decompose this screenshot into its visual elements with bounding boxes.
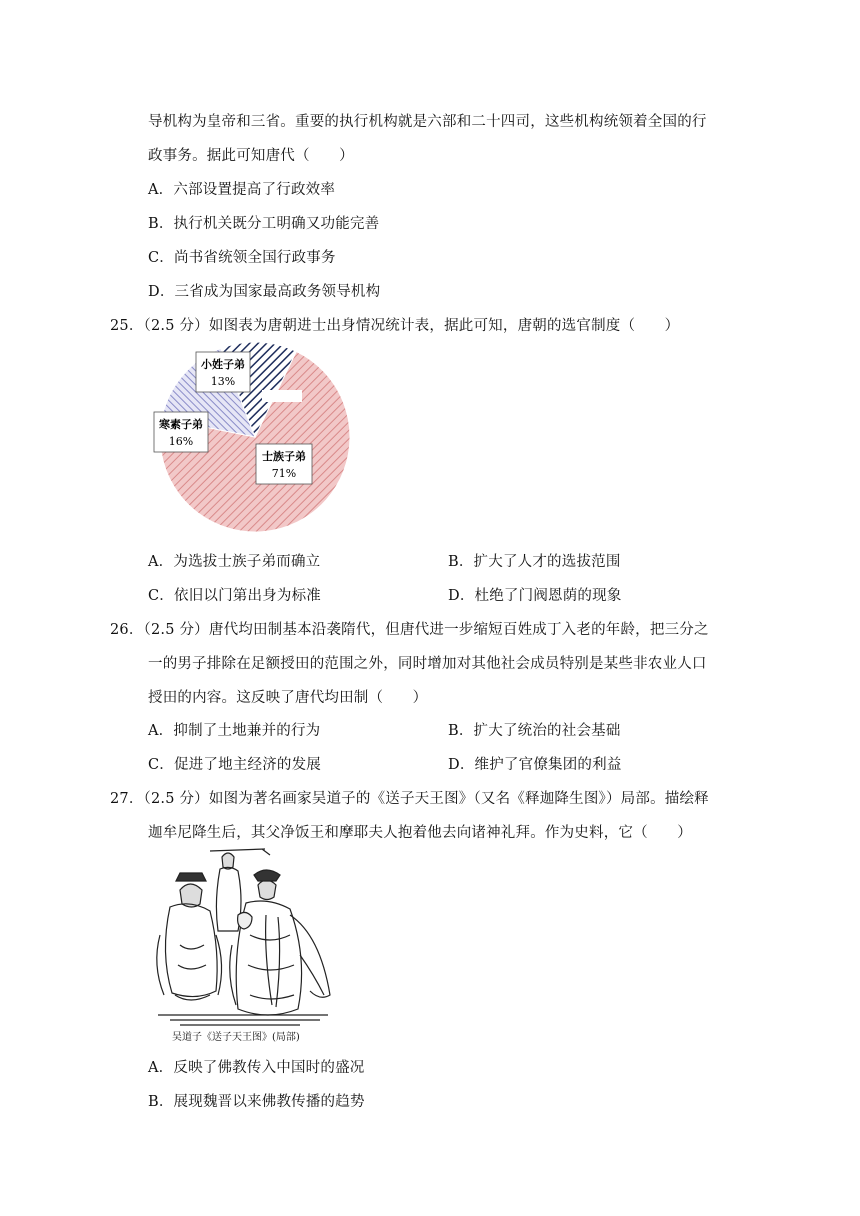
q24-stem-line1: 导机构为皇帝和三省。重要的执行机构就是六部和二十四司，这些机构统领着全国的行	[148, 114, 707, 130]
q26-option-d[interactable]: D．维护了官僚集团的利益	[448, 757, 622, 773]
slice-value-hansu: 16%	[168, 435, 194, 448]
q26-stem-line1: 26．（2.5 分）唐代均田制基本沿袭隋代，但唐代进一步缩短百姓成丁入老的年龄，把三分之	[110, 622, 709, 638]
q26-stem-line2: 一的男子排除在足额授田的范围之外，同时增加对其他社会成员特别是某些非农业人口	[148, 656, 707, 672]
q27-stem-line2: 迦牟尼降生后，其父净饭王和摩耶夫人抱着他去向诸神礼拜。作为史料，它（ ）	[148, 825, 692, 841]
painting-caption: 吴道子《送子天王图》(局部)	[172, 1032, 300, 1043]
slice-label-hansu: 寒素子弟	[159, 418, 203, 431]
q24-stem-line2: 政事务。据此可知唐代（ ）	[148, 148, 354, 164]
q27-option-a[interactable]: A．反映了佛教传入中国时的盛况	[148, 1060, 365, 1076]
q24-option-a[interactable]: A．六部设置提高了行政效率	[148, 182, 336, 198]
slice-label-xiaoxing: 小姓子弟	[201, 358, 245, 371]
q25-option-b[interactable]: B．扩大了人才的选拔范围	[448, 554, 621, 570]
q26-option-c[interactable]: C．促进了地主经济的发展	[148, 757, 321, 773]
slice-value-xiaoxing: 13%	[210, 375, 236, 388]
slice-value-shizu: 71%	[271, 467, 297, 480]
q25-option-d[interactable]: D．杜绝了门阀恩荫的现象	[448, 588, 622, 604]
q25-option-a[interactable]: A．为选拔士族子弟而确立	[148, 554, 321, 570]
q26-option-a[interactable]: A．抑制了土地兼并的行为	[148, 723, 321, 739]
q24-option-c[interactable]: C．尚书省统领全国行政事务	[148, 250, 336, 266]
q27-option-b[interactable]: B．展现魏晋以来佛教传播的趋势	[148, 1094, 365, 1110]
q25-stem: 25．（2.5 分）如图表为唐朝进士出身情况统计表，据此可知，唐朝的选官制度（ ）	[110, 318, 680, 334]
q25-option-c[interactable]: C．依旧以门第出身为标准	[148, 588, 321, 604]
q26-option-b[interactable]: B．扩大了统治的社会基础	[448, 723, 621, 739]
q24-option-d[interactable]: D．三省成为国家最高政务领导机构	[148, 284, 381, 300]
q27-stem-line1: 27．（2.5 分）如图为著名画家吴道子的《送子天王图》（又名《释迦降生图》）局部。描绘释	[110, 791, 709, 807]
q26-stem-line3: 授田的内容。这反映了唐代均田制（ ）	[148, 690, 428, 706]
pie-chart	[150, 340, 360, 535]
painting-illustration	[150, 845, 350, 1045]
q24-option-b[interactable]: B．执行机关既分工明确又功能完善	[148, 216, 380, 232]
slice-label-shizu: 士族子弟	[262, 450, 306, 463]
masked-label	[262, 390, 302, 402]
